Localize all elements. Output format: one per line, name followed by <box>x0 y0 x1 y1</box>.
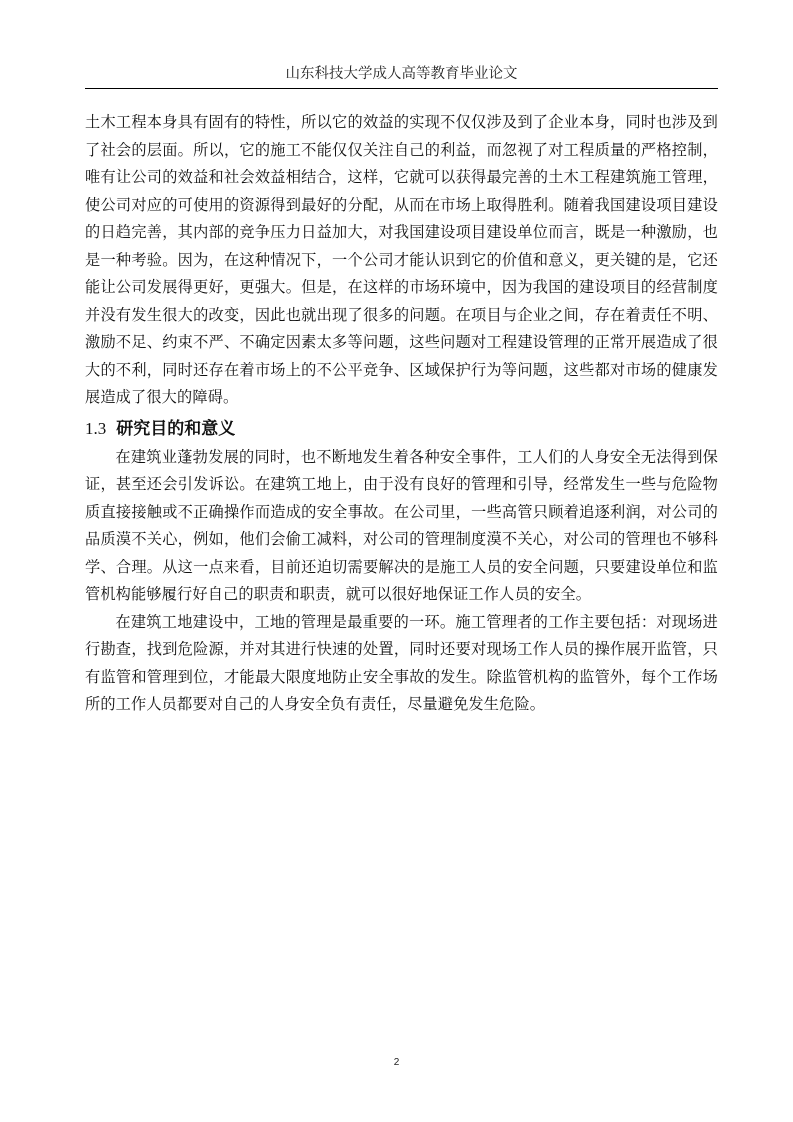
header-divider <box>85 88 718 89</box>
page-header-title: 山东科技大学成人高等教育毕业论文 <box>285 66 518 82</box>
section-number: 1.3 <box>85 418 107 438</box>
section-heading <box>85 416 718 442</box>
body-paragraph-1: 土木工程本身具有固有的特性，所以它的效益的实现不仅仅涉及到了企业本身，同时也涉及到了社会的层面。所以，它的施工不能仅仅关注自己的利益，而忽视了对工程质量的严格控制，唯有让公司的效益和社会效益相结合，这样，它就可以获得最完善的土木工程建筑施工管理，使公司对应的可使用的资源得到最好的分配，从而在市场上取得胜利。随着我国建设项目建设的日趋完善，其内部的竞争压力日益加大，对我国建设项目建设单位而言，既是一种激励，也是一种考验。因为，在这种情况下，一个公司才能认识到它的价值和意义，更关键的是，它还能让公司发展得更好，更强大。但是，在这样的市场环境中，因为我国的建设项目的经营制度并没有发生很大的改变，因此也就出现了很多的问题。在项目与企业之间，存在着责任不明、激励不足、约束不严、不确定因素太多等问题，这些问题对工程建设管理的正常开展造成了很大的不利，同时还存在着市场上的不公平竞争、区域保护行为等问题，这些都对市场的健康发展造成了很大的障碍。 <box>85 113 718 406</box>
page-number: 2 <box>393 1057 400 1068</box>
section-title: 研究目的和意义 <box>116 418 236 439</box>
body-paragraph-2: 在建筑业蓬勃发展的同时，也不断地发生着各种安全事件，工人们的人身安全无法得到保证，甚至还会引发诉讼。在建筑工地上，由于没有良好的管理和引导，经常发生一些与危险物质直接接触或不正确操作而造成的安全事故。在公司里，一些高管只顾着追逐利润，对公司的品质漠不关心，例如，他们会偷工减料，对公司的管理制度漠不关心，对公司的管理也不够科学、合理。从这一点来看，目前还迫切需要解决的是施工人员的安全问题，只要建设单位和监管机构能够履行好自己的职责和职责，就可以很好地保证工作人员的安全。 <box>85 447 718 603</box>
document-body <box>85 109 718 719</box>
body-paragraph-3: 在建筑工地建设中，工地的管理是最重要的一环。施工管理者的工作主要包括：对现场进行勘查，找到危险源，并对其进行快速的处置，同时还要对现场工作人员的操作展开监管，只有监管和管理到位，才能最大限度地防止安全事故的发生。除监管机构的监管外，每个工作场所的工作人员都要对自己的人身安全负有责任，尽量避免发生危险。 <box>85 612 718 713</box>
